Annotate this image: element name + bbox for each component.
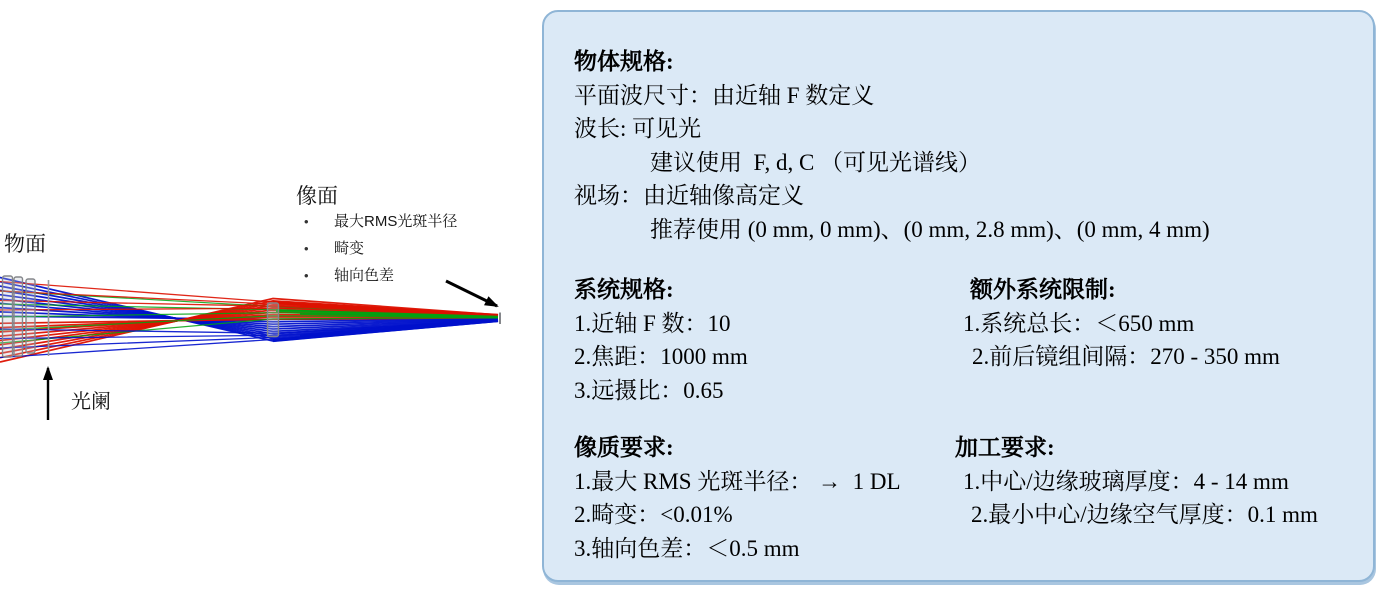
- bullet-icon: •: [304, 268, 309, 283]
- ray-trace-svg: [0, 0, 540, 593]
- spec-line: 1.中心/边缘玻璃厚度：4 - 14 mm: [963, 468, 1289, 494]
- lens-element: [3, 276, 13, 357]
- image-quality-column: [574, 431, 952, 565]
- section-heading: 像质要求:: [574, 435, 674, 460]
- system-spec-column: [574, 273, 952, 407]
- section-heading: 额外系统限制:: [970, 277, 1116, 302]
- spec-line: 1.最大 RMS 光斑半径： → 1 DL: [574, 468, 901, 494]
- image-plane-label: 像面: [296, 185, 338, 208]
- quality-spec-section: [574, 431, 1357, 565]
- lens-element: [26, 279, 35, 353]
- section-heading: 物体规格:: [574, 49, 674, 74]
- bullet-icon: •: [304, 214, 309, 229]
- image-plane-bullet-list: [304, 208, 457, 289]
- spec-line: 视场：由近轴像高定义: [574, 183, 804, 208]
- spec-line: 2.前后镜组间隔：270 - 350 mm: [972, 344, 1280, 369]
- spec-line: 2.畸变：<0.01%: [574, 502, 733, 527]
- bullet-text: 轴向色差: [334, 267, 395, 284]
- list-item: [304, 208, 457, 235]
- system-spec-section: [574, 273, 1357, 407]
- spec-line: 2.焦距：1000 mm: [574, 344, 748, 369]
- spec-line: 平面波尺寸：由近轴 F 数定义: [574, 82, 875, 108]
- object-plane-label: 物面: [4, 233, 46, 256]
- optical-layout-diagram: [0, 0, 540, 593]
- section-heading: 加工要求:: [955, 435, 1055, 460]
- bullet-text: 畸变: [334, 240, 365, 257]
- spec-panel: [542, 10, 1375, 582]
- lens-element: [268, 303, 279, 337]
- spec-line: 推荐使用 (0 mm, 0 mm)、(0 mm, 2.8 mm)、(0 mm, 4 mm): [650, 216, 1210, 242]
- object-spec-section: [574, 45, 1357, 246]
- bullet-text: 最大RMS光斑半径: [334, 213, 458, 230]
- list-item: [304, 235, 457, 262]
- lens-element: [14, 277, 23, 356]
- section-heading: 系统规格:: [574, 277, 674, 302]
- list-item: [304, 262, 457, 289]
- spec-line: 建议使用 F, d, C （可见光谱线）: [650, 149, 982, 175]
- spec-line: 波长: 可见光: [574, 116, 702, 141]
- spec-line: 3.远摄比：0.65: [574, 377, 724, 403]
- spec-line: 1.近轴 F 数：10: [574, 310, 731, 336]
- spec-line: 3.轴向色差：＜0.5 mm: [574, 535, 800, 561]
- manufacturing-column: [952, 431, 1357, 565]
- bullet-icon: •: [304, 241, 309, 256]
- aperture-stop-label: 光阑: [71, 391, 111, 413]
- spec-line: 2.最小中心/边缘空气厚度：0.1 mm: [971, 502, 1318, 527]
- spec-line: 1.系统总长：＜650 mm: [963, 310, 1195, 336]
- system-limits-column: [952, 273, 1357, 407]
